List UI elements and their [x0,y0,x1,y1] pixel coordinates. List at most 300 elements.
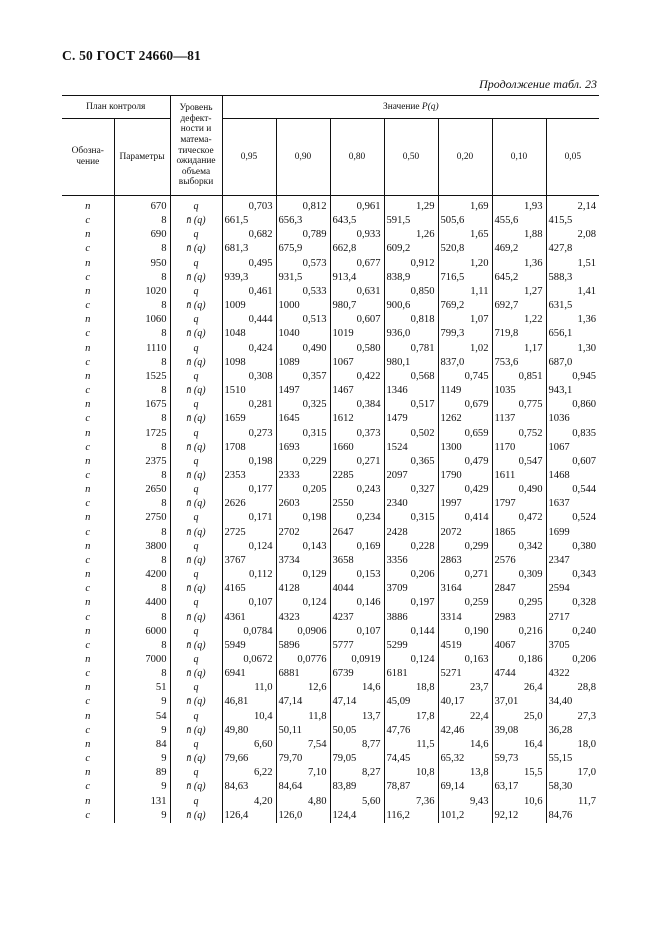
value-cell: 1,20 [438,257,492,271]
value-cell: 1660 [330,441,384,455]
value-cell: 47,76 [384,724,438,738]
value-cell: 2353 [222,469,276,483]
row-parameter: 2750 [114,511,170,525]
table-row [62,653,599,667]
value-cell: 1611 [492,469,546,483]
row-designation: n [85,738,91,750]
value-cell: 645,2 [492,271,546,285]
value-cell: 0,373 [330,427,384,441]
table-row [62,370,599,384]
row-indicator: n̄ (q) [170,299,222,313]
value-cell: 0,0672 [222,653,276,667]
value-cell: 1479 [384,412,438,426]
row-parameter: 8 [114,611,170,625]
value-cell: 59,73 [492,752,546,766]
value-cell: 1089 [276,356,330,370]
row-designation: n [85,285,91,297]
table-row [62,681,599,695]
value-cell: 936,0 [384,327,438,341]
value-cell: 4128 [276,582,330,596]
table-row [62,483,599,497]
value-cell: 84,76 [546,809,599,823]
value-cell: 1,11 [438,285,492,299]
table-row [62,596,599,610]
value-cell: 0,461 [222,285,276,299]
value-cell: 1035 [492,384,546,398]
value-group-label: Значение [383,101,420,112]
value-cell: 1300 [438,441,492,455]
row-parameter: 8 [114,214,170,228]
value-cell: 0,124 [276,596,330,610]
value-cell: 0,745 [438,370,492,384]
table-body [62,196,599,823]
value-cell: 84,64 [276,780,330,794]
value-cell: 0,129 [276,568,330,582]
value-cell: 0,112 [222,568,276,582]
value-cell: 1,29 [384,200,438,214]
table-row [62,511,599,525]
value-cell: 0,234 [330,511,384,525]
value-cell: 22,4 [438,710,492,724]
row-parameter: 8 [114,384,170,398]
value-cell: 1612 [330,412,384,426]
value-cell: 5777 [330,639,384,653]
table-row [62,526,599,540]
table-row [62,398,599,412]
row-indicator: n̄ (q) [170,780,222,794]
value-cell: 0,216 [492,625,546,639]
value-cell: 1467 [330,384,384,398]
value-cell: 415,5 [546,214,599,228]
row-indicator: n̄ (q) [170,809,222,823]
value-cell: 2626 [222,497,276,511]
value-cell: 0,607 [546,455,599,469]
row-indicator: q [170,795,222,809]
row-parameter: 7000 [114,653,170,667]
row-designation: c [85,243,91,255]
row-designation: n [85,512,91,524]
table-row [62,313,599,327]
value-cell: 631,5 [546,299,599,313]
value-cell: 55,15 [546,752,599,766]
value-cell: 0,682 [222,228,276,242]
value-cell: 2702 [276,526,330,540]
value-cell: 8,77 [330,738,384,752]
value-cell: 0,479 [438,455,492,469]
value-cell: 0,851 [492,370,546,384]
plan-group-header: План контроля [62,96,170,119]
table-row [62,327,599,341]
row-designation: c [85,328,91,340]
row-indicator: n̄ (q) [170,441,222,455]
row-indicator: n̄ (q) [170,611,222,625]
value-cell: 2594 [546,582,599,596]
value-cell: 16,4 [492,738,546,752]
value-cell: 79,66 [222,752,276,766]
value-cell: 0,0784 [222,625,276,639]
value-cell: 0,146 [330,596,384,610]
probability-header: 0,10 [492,119,546,196]
value-cell: 28,8 [546,681,599,695]
value-cell: 1346 [384,384,438,398]
value-cell: 2550 [330,497,384,511]
row-designation: c [85,413,91,425]
value-cell: 3658 [330,554,384,568]
value-cell: 74,45 [384,752,438,766]
row-indicator: q [170,200,222,214]
row-indicator: n̄ (q) [170,469,222,483]
value-cell: 2717 [546,611,599,625]
table-row [62,200,599,214]
value-cell: 1790 [438,469,492,483]
value-cell: 0,703 [222,200,276,214]
row-parameter: 1525 [114,370,170,384]
value-cell: 1067 [546,441,599,455]
value-cell: 0,299 [438,540,492,554]
value-cell: 455,6 [492,214,546,228]
designation-header: Обозна- чение [62,119,114,196]
row-designation: n [85,201,91,212]
value-cell: 3709 [384,582,438,596]
value-cell: 6739 [330,667,384,681]
value-cell: 0,444 [222,313,276,327]
value-cell: 4361 [222,611,276,625]
row-designation: n [85,342,91,354]
value-cell: 753,6 [492,356,546,370]
row-parameter: 8 [114,497,170,511]
value-cell: 0,781 [384,342,438,356]
value-cell: 1,07 [438,313,492,327]
value-cell: 931,5 [276,271,330,285]
value-cell: 10,8 [384,766,438,780]
value-cell: 0,328 [546,596,599,610]
value-cell: 2647 [330,526,384,540]
row-indicator: q [170,710,222,724]
value-cell: 2347 [546,554,599,568]
value-cell: 2285 [330,469,384,483]
value-cell: 675,9 [276,242,330,256]
value-cell: 5,60 [330,795,384,809]
value-cell: 769,2 [438,299,492,313]
row-designation: n [85,229,91,241]
value-cell: 25,0 [492,710,546,724]
value-cell: 7,10 [276,766,330,780]
row-parameter: 1020 [114,285,170,299]
value-cell: 0,186 [492,653,546,667]
value-cell: 1,26 [384,228,438,242]
value-cell: 588,3 [546,271,599,285]
row-indicator: q [170,228,222,242]
value-cell: 1048 [222,327,276,341]
value-cell: 591,5 [384,214,438,228]
value-cell: 18,8 [384,681,438,695]
row-designation: c [85,356,91,368]
value-cell: 2097 [384,469,438,483]
row-parameter: 950 [114,257,170,271]
value-cell: 0,169 [330,540,384,554]
row-designation: n [85,767,91,779]
value-cell: 2340 [384,497,438,511]
value-cell: 0,177 [222,483,276,497]
row-designation: n [85,625,91,637]
value-cell: 0,945 [546,370,599,384]
table-row [62,540,599,554]
table-row [62,441,599,455]
row-indicator: q [170,398,222,412]
value-cell: 9,43 [438,795,492,809]
value-cell: 37,01 [492,695,546,709]
value-cell: 39,08 [492,724,546,738]
value-cell: 0,752 [492,427,546,441]
value-cell: 0,228 [384,540,438,554]
value-cell: 6941 [222,667,276,681]
value-cell: 0,568 [384,370,438,384]
table-row [62,257,599,271]
value-cell: 0,190 [438,625,492,639]
row-indicator: n̄ (q) [170,356,222,370]
row-indicator: q [170,342,222,356]
value-cell: 0,524 [546,511,599,525]
row-parameter: 8 [114,582,170,596]
value-cell: 83,89 [330,780,384,794]
value-cell: 837,0 [438,356,492,370]
row-designation: c [85,441,91,453]
value-cell: 2333 [276,469,330,483]
value-cell: 0,812 [276,200,330,214]
row-indicator: n̄ (q) [170,639,222,653]
value-cell: 1,65 [438,228,492,242]
value-cell: 661,5 [222,214,276,228]
row-indicator: q [170,540,222,554]
row-indicator: q [170,483,222,497]
row-designation: n [85,370,91,382]
value-cell: 1137 [492,412,546,426]
value-cell: 0,490 [276,342,330,356]
row-parameter: 2375 [114,455,170,469]
row-parameter: 1110 [114,342,170,356]
value-cell: 2603 [276,497,330,511]
row-designation: n [85,484,91,496]
table-row [62,639,599,653]
row-indicator: q [170,427,222,441]
value-cell: 42,46 [438,724,492,738]
value-cell: 0,422 [330,370,384,384]
row-designation: n [85,455,91,467]
value-cell: 687,0 [546,356,599,370]
value-cell: 4519 [438,639,492,653]
table-row [62,342,599,356]
row-parameter: 8 [114,412,170,426]
value-cell: 0,205 [276,483,330,497]
row-designation: n [85,399,91,411]
probability-header: 0,05 [546,119,599,196]
row-designation: c [85,639,91,651]
value-cell: 18,0 [546,738,599,752]
value-cell: 40,17 [438,695,492,709]
value-cell: 4067 [492,639,546,653]
row-indicator: q [170,625,222,639]
row-indicator: q [170,596,222,610]
row-indicator: q [170,766,222,780]
value-cell: 692,7 [492,299,546,313]
value-cell: 12,6 [276,681,330,695]
row-designation: n [85,540,91,552]
value-cell: 0,229 [276,455,330,469]
row-indicator: n̄ (q) [170,412,222,426]
row-parameter: 1060 [114,313,170,327]
row-parameter: 9 [114,780,170,794]
value-cell: 0,502 [384,427,438,441]
row-parameter: 8 [114,469,170,483]
value-cell: 2072 [438,526,492,540]
value-cell: 1699 [546,526,599,540]
table-row [62,611,599,625]
value-cell: 3705 [546,639,599,653]
row-indicator: q [170,257,222,271]
table-row [62,299,599,313]
value-cell: 0,533 [276,285,330,299]
row-indicator: n̄ (q) [170,752,222,766]
value-cell: 14,6 [438,738,492,752]
row-designation: c [85,583,91,595]
value-cell: 3314 [438,611,492,625]
row-indicator: n̄ (q) [170,384,222,398]
value-cell: 0,513 [276,313,330,327]
row-designation: c [85,781,91,793]
value-cell: 1637 [546,497,599,511]
row-designation: c [85,696,91,708]
row-parameter: 1725 [114,427,170,441]
row-designation: n [85,257,91,269]
value-cell: 126,4 [222,809,276,823]
row-parameter: 8 [114,526,170,540]
table-row [62,356,599,370]
row-indicator: q [170,370,222,384]
row-indicator: q [170,738,222,752]
value-cell: 7,54 [276,738,330,752]
value-cell: 0,343 [546,568,599,582]
table-row [62,285,599,299]
value-cell: 656,3 [276,214,330,228]
row-parameter: 8 [114,554,170,568]
value-cell: 0,171 [222,511,276,525]
value-cell: 63,17 [492,780,546,794]
value-cell: 939,3 [222,271,276,285]
row-designation: c [85,271,91,283]
row-parameter: 131 [114,795,170,809]
value-cell: 0,295 [492,596,546,610]
value-cell: 0,659 [438,427,492,441]
value-cell: 1468 [546,469,599,483]
row-parameter: 54 [114,710,170,724]
value-cell: 4,20 [222,795,276,809]
value-cell: 2725 [222,526,276,540]
table-row [62,667,599,681]
value-cell: 15,5 [492,766,546,780]
value-cell: 1997 [438,497,492,511]
table-row [62,242,599,256]
value-cell: 36,28 [546,724,599,738]
value-cell: 10,6 [492,795,546,809]
table-row [62,710,599,724]
value-cell: 1,30 [546,342,599,356]
value-cell: 1,36 [546,313,599,327]
table-row [62,738,599,752]
value-cell: 46,81 [222,695,276,709]
value-cell: 1,17 [492,342,546,356]
value-cell: 2576 [492,554,546,568]
value-cell: 0,580 [330,342,384,356]
table-row [62,780,599,794]
row-designation: c [85,498,91,510]
table-row [62,752,599,766]
row-parameter: 690 [114,228,170,242]
row-parameter: 9 [114,752,170,766]
value-cell: 11,0 [222,681,276,695]
row-parameter: 8 [114,356,170,370]
value-cell: 1,27 [492,285,546,299]
value-cell: 0,544 [546,483,599,497]
value-cell: 65,32 [438,752,492,766]
value-cell: 3767 [222,554,276,568]
row-parameter: 8 [114,271,170,285]
value-cell: 913,4 [330,271,384,285]
value-cell: 0,850 [384,285,438,299]
value-cell: 6,22 [222,766,276,780]
table-row [62,412,599,426]
value-cell: 0,206 [546,653,599,667]
value-cell: 2863 [438,554,492,568]
value-cell: 0,490 [492,483,546,497]
value-cell: 7,36 [384,795,438,809]
value-cell: 0,547 [492,455,546,469]
value-cell: 1036 [546,412,599,426]
table-row [62,568,599,582]
value-cell: 124,4 [330,809,384,823]
value-cell: 79,05 [330,752,384,766]
row-parameter: 1675 [114,398,170,412]
value-cell: 0,259 [438,596,492,610]
defect-level-header: Уровень дефект- ности и матема- тическое ожидание объема выборки [170,96,222,196]
value-cell: 47,14 [276,695,330,709]
value-cell: 79,70 [276,752,330,766]
row-designation: c [85,809,91,821]
row-parameter: 4400 [114,596,170,610]
row-parameter: 6000 [114,625,170,639]
row-designation: c [85,385,91,397]
value-cell: 2983 [492,611,546,625]
value-cell: 126,0 [276,809,330,823]
row-parameter: 8 [114,441,170,455]
value-group-symbol: P(q) [421,101,439,112]
value-cell: 0,380 [546,540,599,554]
value-cell: 0,933 [330,228,384,242]
table-row [62,809,599,823]
value-cell: 838,9 [384,271,438,285]
row-indicator: q [170,313,222,327]
value-cell: 92,12 [492,809,546,823]
row-designation: c [85,526,91,538]
value-cell: 4,80 [276,795,330,809]
table-row [62,795,599,809]
row-parameter: 51 [114,681,170,695]
value-cell: 26,4 [492,681,546,695]
value-cell: 13,7 [330,710,384,724]
row-parameter: 84 [114,738,170,752]
value-cell: 681,3 [222,242,276,256]
value-cell: 0,197 [384,596,438,610]
table-row [62,582,599,596]
